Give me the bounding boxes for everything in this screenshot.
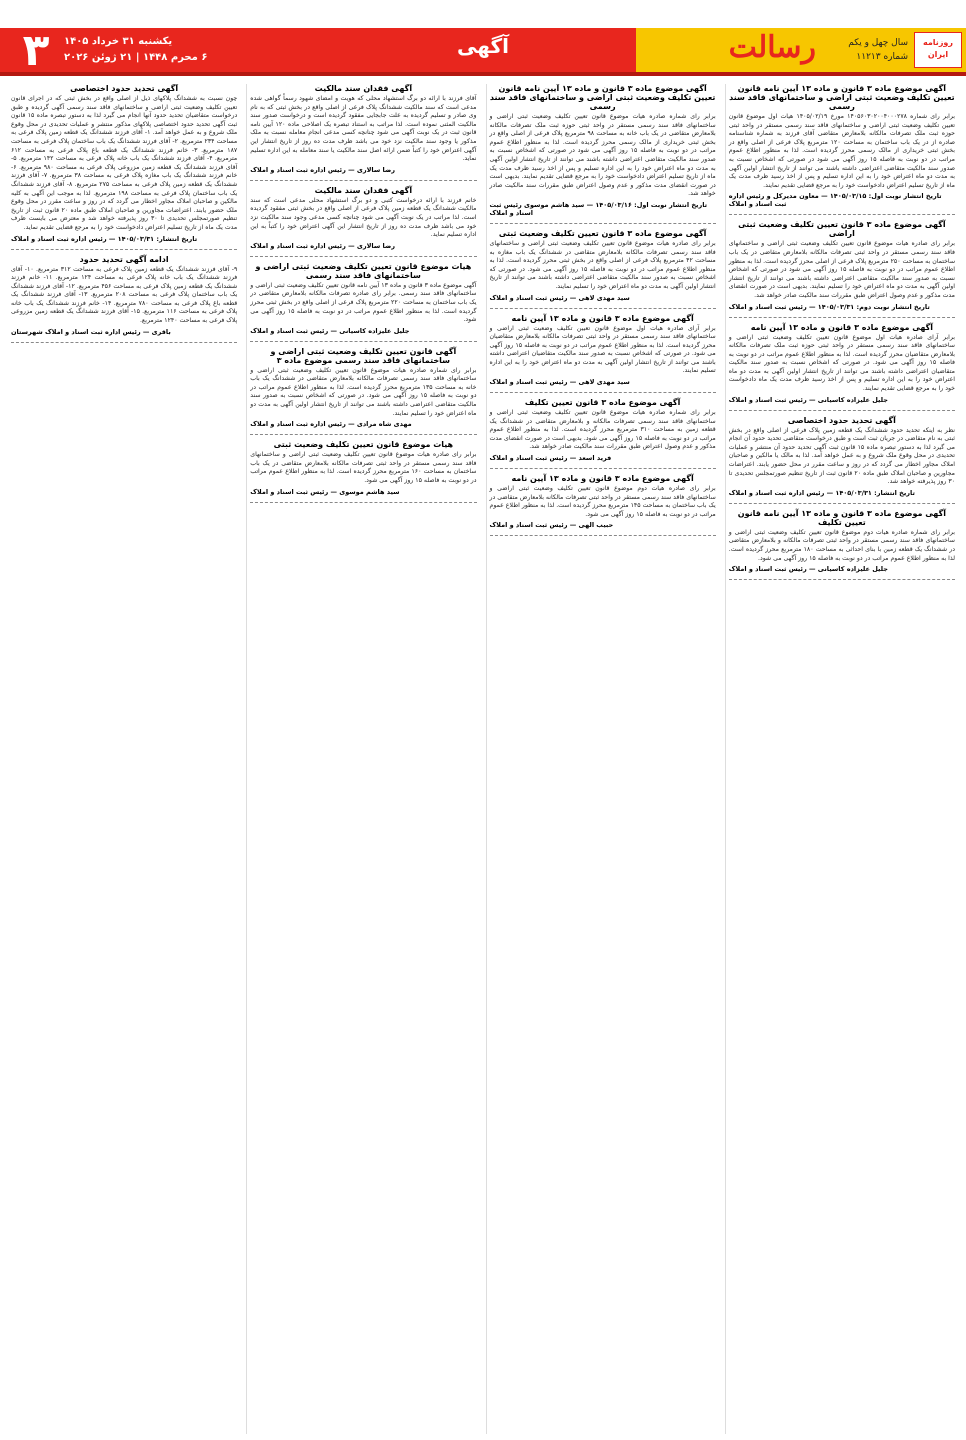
notice-body: نظر به اینکه تحدید حدود ششدانگ یک قطعه زمین پلاک فرعی از اصلی واقع در بخش ثبتی به نام متقاضی در جریان ثبت است و طبق درخواست متقاضی تحدید حدود آن انجام می گیرد لذا به دستور تبصره ماده ۱۵ قانون ثبت آگهی تحدید حدود آن منتشر و عملیات تحدیدی در محل وقوع ملک شروع و به عمل خواهد آمد. لذا به مالک یا مالکین و صاحبان املاک مجاور اخطار می گردد که در روز و ساعت مقرر در محل حضور یابند. اعتراضات مجاورین و صاحبان املاک طبق ماده ۲۰ قانون ثبت از تاریخ تنظیم صورتمجلس تحدیدی تا ۳۰ روز پذیرفته خواهد شد. <box>728 426 955 486</box>
header-strip <box>0 72 966 76</box>
notice <box>250 84 476 174</box>
notice-title: آگهی موضوع ماده ۳ قانون و ماده ۱۳ آیین نامه قانون تعیین تکلیف وضعیت ثبتی اراضی و ساختمانهای فاقد سند رسمی <box>489 84 716 111</box>
notice-title: آگهی موضوع ماده ۳ قانون و ماده ۱۳ آیین نامه قانون تعیین تکلیف <box>737 508 946 527</box>
notice <box>490 229 716 302</box>
notice-divider <box>250 256 476 257</box>
notice-body: برابر رای شماره صادره هیات موضوع قانون تعیین تکلیف وضعیت ثبتی اراضی و ساختمانهای فاقد سند رسمی تصرفات مالکانه و بلامعارض متقاضی در ششدانگ یک قطعه زمین به مساحت ۳۱۰ مترمربع محرز گردیده است. لذا به منظور اطلاع عموم مراتب در دو نوبت به فاصله ۱۵ روز آگهی می شود. بدیهی است در صورت انقضای مدت مذکور و عدم وصول اعتراض طبق مقررات سند مالکیت صادر خواهد شد. <box>489 409 716 451</box>
notice-title: آگهی فقدان سند مالکیت <box>314 185 413 195</box>
notice-signature: تاریخ انتشار نوبت اول: ۱۴۰۵/۰۳/۱۵ — معاون مدیرکل و رئیس اداره ثبت اسناد و املاک <box>728 192 942 209</box>
notice-title: آگهی موضوع ماده ۳ قانون تعیین تکلیف وضعیت ثبتی اراضی <box>738 220 946 239</box>
notice-divider <box>729 579 955 580</box>
notice <box>490 398 716 462</box>
notice-divider <box>250 341 476 342</box>
notice-signature: حبیب الهی — رئیس ثبت اسناد و املاک <box>489 521 614 530</box>
notice-body: برابر رای صادره هیات موضوع قانون تعیین تکلیف وضعیت ثبتی اراضی و ساختمانهای فاقد سند رسمی مستقر در واحد ثبتی تصرفات مالکانه بلامعارض متقاضی در یک باب ساختمان به مساحت ۱۶۰ مترمربع محرز گردیده است. لذا به منظور اطلاع عموم مراتب در دو نوبت به فاصله ۱۵ روز آگهی می شود. <box>250 451 477 485</box>
notice-signature: جلیل علیزاده کاسیانی — رئیس ثبت اسناد و املاک <box>728 565 888 574</box>
notice-columns <box>8 84 958 1434</box>
notice-title: هیات موضوع قانون تعیین تکلیف وضعیت ثبتی <box>273 440 454 450</box>
notice-signature: تاریخ انتشار: ۱۴۰۵/۰۳/۳۱ — رئیس اداره ثبت اسناد و املاک <box>728 488 915 497</box>
notice-divider <box>250 180 476 181</box>
notice-signature: رضا سالاری — رئیس اداره ثبت اسناد و املاک <box>250 165 395 174</box>
notice-signature: رضا سالاری — رئیس اداره ثبت اسناد و املاک <box>250 241 395 250</box>
notice-divider <box>490 535 716 536</box>
notice-divider <box>490 468 716 469</box>
notice <box>729 416 955 497</box>
date-solar: یکشنبه ۳۱ خرداد ۱۴۰۵ <box>64 36 173 47</box>
notice-body: برابر رای شماره صادره هیات موضوع قانون تعیین تکلیف وضعیت ثبتی اراضی و ساختمانهای فاقد سند رسمی مستقر در واحد ثبتی حوزه ثبت ملک تصرفات مالکانه بلامعارض متقاضی در یک باب خانه به مساحت ۹۸ مترمربع پلاک فرعی از اصلی واقع در بخش ثبتی خریداری از مالک رسمی محرز گردیده است. لذا به منظور اطلاع عموم مراتب در دو نوبت به فاصله ۱۵ روز آگهی می شود در صورتی که اشخاص نسبت به صدور سند مالکیت متقاضی اعتراضی داشته باشند می توانند از تاریخ انتشار اولین آگهی به مدت دو ماه اعتراض خود را به این اداره تسلیم و پس از اخذ رسید ظرف مدت یک ماه از تاریخ تسلیم اعتراض دادخواست خود را به مرجع قضایی تقدیم نمایند. بدیهی است در صورت انقضای مدت مذکور و عدم وصول اعتراض طبق مقررات سند مالکیت صادر خواهد شد. <box>489 113 716 198</box>
notice <box>250 262 476 335</box>
notice <box>490 314 716 387</box>
notice-title: هیات موضوع قانون تعیین تکلیف وضعیت ثبتی اراضی و ساختمانهای فاقد سند رسمی <box>255 261 472 280</box>
notice-title: آگهی موضوع ماده ۳ قانون تعیین تکلیف <box>524 398 681 408</box>
notice-title: آگهی فقدان سند مالکیت <box>314 84 413 93</box>
volume-year: سال چهل و یکم <box>848 38 908 48</box>
notice-body: برابر رای شماره صادره هیات دوم موضوع قانون تعیین تکلیف وضعیت ثبتی اراضی و ساختمانهای فاقد سند رسمی مستقر در واحد ثبتی تصرفات مالکانه و بلامعارض متقاضی در ششدانگ یک قطعه زمین با بنای احداثی به مساحت ۱۸۰ مترمربع محرز گردیده است. لذا به منظور اطلاع عموم مراتب در دو نوبت به فاصله ۱۵ روز آگهی می شود. <box>728 528 955 562</box>
brand-tag: روزنامه ایران <box>914 32 962 68</box>
notice-body: برابر رای شماره صادره هیات موضوع قانون تعیین تکلیف وضعیت ثبتی اراضی و ساختمانهای فاقد سند رسمی تصرفات مالکانه بلامعارض متقاضی در ششدانگ یک باب خانه به مساحت ۱۳۵ مترمربع محرز گردیده است. لذا به منظور اطلاع عموم مراتب در دو نوبت به فاصله ۱۵ روز آگهی می شود. در صورتی که اشخاص نسبت به صدور سند مالکیت متقاضی اعتراضی داشته باشند می توانند از تاریخ انتشار اولین آگهی به مدت دو ماه اعتراض خود را تسلیم نمایند. <box>250 366 477 417</box>
notice <box>490 84 716 217</box>
notice-divider <box>250 434 476 435</box>
notice-divider <box>729 317 955 318</box>
notice-body: برابر آرای صادره هیات اول موضوع قانون تعیین تکلیف وضعیت ثبتی اراضی و ساختمانهای فاقد سند رسمی مستقر در واحد ثبتی تصرفات مالکانه بلامعارض متقاضیان محرز گردیده است. لذا به منظور اطلاع عموم مراتب در دو نوبت به فاصله ۱۵ روز آگهی می شود. در صورتی که اشخاص نسبت به صدور سند مالکیت متقاضیان اعتراضی داشته باشند می توانند از تاریخ انتشار اولین آگهی به مدت دو ماه اعتراض خود را به این اداره تسلیم نمایند. <box>489 324 716 375</box>
notice-title: آگهی موضوع ماده ۳ قانون و ماده ۱۳ آیین نامه قانون تعیین تکلیف وضعیت ثبتی اراضی و ساختمانهای فاقد سند رسمی <box>729 84 955 111</box>
notice-signature: تاریخ انتشار نوبت دوم: ۱۴۰۵/۰۳/۳۱ — رئیس ثبت اسناد و املاک <box>728 302 930 311</box>
notice-signature: فرید اسعد — رئیس ثبت اسناد و املاک <box>489 454 612 463</box>
notice-body: برابر رای صادره هیات دوم موضوع قانون تعیین تکلیف وضعیت ثبتی اراضی و ساختمانهای فاقد سند رسمی مستقر در واحد ثبتی تصرفات مالکانه بلامعارض متقاضی در یک باب ساختمان به مساحت ۱۴۵ مترمربع محرز گردیده است. لذا به منظور اطلاع عموم مراتب در دو نوبت به فاصله ۱۵ روز آگهی می شود. <box>489 485 716 518</box>
notice-divider <box>729 214 955 215</box>
notice-title: آگهی موضوع ماده ۳ قانون و ماده ۱۳ آیین نامه <box>511 474 694 484</box>
notice <box>490 474 716 529</box>
notice-divider <box>11 249 237 250</box>
notice-signature: تاریخ انتشار نوبت اول: ۱۴۰۵/۰۳/۱۶ — سید هاشم موسوی رئیس ثبت اسناد و املاک <box>489 200 708 217</box>
date-lunar-gregorian: ۶ محرم ۱۴۴۸ | ۲۱ ژوئن ۲۰۲۶ <box>64 52 208 63</box>
notice-signature: جلیل علیزاده کاسیانی — رئیس ثبت اسناد و املاک <box>728 395 888 404</box>
notice-signature: تاریخ انتشار: ۱۴۰۵/۰۳/۳۱ — رئیس اداره ثبت اسناد و املاک <box>11 234 198 243</box>
notice-title: آگهی تحدید حدود اختصاصی <box>787 415 896 425</box>
notice-divider <box>729 410 955 411</box>
notice-signature: سید مهدی لاهی — رئیس ثبت اسناد و املاک <box>489 378 630 387</box>
notice <box>729 323 955 404</box>
brand-block <box>636 28 966 72</box>
section-title: آگهی <box>457 34 509 58</box>
notice-signature: سید هاشم موسوی — رئیس ثبت اسناد و املاک <box>250 487 400 496</box>
notice <box>250 440 476 495</box>
notice <box>729 509 955 573</box>
notice-column <box>486 84 719 1434</box>
notice-body: برابر رای صادره هیات موضوع قانون تعیین تکلیف وضعیت ثبتی اراضی و ساختمانهای فاقد سند رسمی تصرفات مالکانه بلامعارض متقاضی در ششدانگ یک باب مغازه به مساحت ۴۲ مترمربع پلاک فرعی از اصلی واقع در بخش ثبتی محرز گردیده است. لذا به منظور اطلاع عموم مراتب در دو نوبت به فاصله ۱۵ روز آگهی می شود. در صورتی که اشخاص نسبت به صدور سند مالکیت متقاضی اعتراضی داشته باشند می توانند از تاریخ انتشار اولین آگهی به مدت دو ماه اعتراض خود را تسلیم نمایند. <box>489 239 716 290</box>
notice-signature: باقری — رئیس اداره ثبت اسناد و املاک شهرستان <box>11 327 171 336</box>
notice-column <box>725 84 958 1434</box>
notice-title: آگهی قانون تعیین تکلیف وضعیت ثبتی اراضی و ساختمانهای فاقد سند رسمی موضوع ماده ۳ <box>270 346 457 365</box>
page-number: ۳ <box>22 25 50 76</box>
notice-body: آگهی موضوع ماده ۳ قانون و ماده ۱۳ آیین نامه قانون تعیین تکلیف وضعیت ثبتی اراضی و ساختمانهای فاقد سند رسمی. برابر رای صادره تصرفات مالکانه بلامعارض متقاضی در یک باب ساختمان به مساحت ۲۲۰ مترمربع پلاک فرعی از اصلی واقع در بخش ثبتی محرز گردیده است. لذا به منظور اطلاع عموم مراتب در دو نوبت به فاصله ۱۵ روز آگهی می شود. <box>250 281 477 324</box>
notice-title: آگهی موضوع ماده ۳ قانون تعیین تکلیف وضعیت ثبتی <box>498 228 707 238</box>
notice-body: ۹- آقای فرزند ششدانگ یک قطعه زمین پلاک فرعی به مساحت ۳۱۲ مترمربع. ۱۰- آقای فرزند ششدانگ یک باب خانه پلاک فرعی به مساحت ۱۲۴ مترمربع. ۱۱- خانم فرزند ششدانگ یک قطعه زمین پلاک فرعی به مساحت ۴۵۶ مترمربع. ۱۲- آقای فرزند ششدانگ یک باب ساختمان پلاک فرعی به مساحت ۲۰۸ مترمربع. ۱۳- آقای فرزند ششدانگ یک قطعه باغ پلاک فرعی به مساحت ۷۸۰ مترمربع. ۱۴- خانم فرزند ششدانگ یک باب خانه پلاک فرعی به مساحت ۱۱۶ مترمربع. ۱۵- آقای فرزند ششدانگ یک قطعه زمین مزروعی پلاک فرعی به مساحت ۱۲۴۰ مترمربع. <box>11 265 238 325</box>
notice-body: خانم فرزند با ارائه درخواست کتبی و دو برگ استشهاد محلی مدعی است که سند مالکیت ششدانگ یک قطعه زمین پلاک فرعی از اصلی واقع در بخش ثبتی مفقود گردیده است. لذا مراتب در یک نوبت آگهی می شود چنانچه کسی مدعی وجود سند مالکیت نزد خود می باشد ظرف مدت ده روز از تاریخ انتشار این آگهی اعتراض خود را کتباً به این اداره تسلیم نماید. <box>250 196 477 239</box>
notice-body: چون نسبت به ششدانگ پلاکهای ذیل از اصلی واقع در بخش ثبتی که در اجرای قانون تعیین تکلیف وضعیت ثبتی اراضی و ساختمانهای فاقد سند رسمی آگهی گردیده و طبق درخواست متقاضیان تحدید حدود آنها انجام می گیرد لذا به دستور تبصره ماده ۱۵ قانون ثبت آگهی تحدید حدود اختصاصی پلاکهای مذکور منتشر و عملیات تحدیدی در محل وقوع ملک شروع و به عمل خواهد آمد. ۱- آقای فرزند ششدانگ یک قطعه زمین پلاک فرعی به مساحت ۲۳۴ مترمربع. ۲- آقای فرزند ششدانگ یک باب ساختمان پلاک فرعی به مساحت ۱۸۷ مترمربع. ۳- خانم فرزند ششدانگ یک قطعه باغ پلاک فرعی به مساحت ۶۱۲ مترمربع. ۴- آقای فرزند ششدانگ یک باب خانه پلاک فرعی به مساحت ۱۴۲ مترمربع. ۵- آقای فرزند ششدانگ یک قطعه زمین مزروعی پلاک فرعی به مساحت ۹۸۰ مترمربع. ۶- خانم فرزند ششدانگ یک باب مغازه پلاک فرعی به مساحت ۳۸ مترمربع. ۷- آقای فرزند ششدانگ یک قطعه زمین پلاک فرعی به مساحت ۲۷۵ مترمربع. ۸- آقای فرزند ششدانگ یک باب ساختمان پلاک فرعی به مساحت ۱۹۸ مترمربع. لذا به موجب این آگهی به کلیه مالکین و صاحبان املاک مجاور اخطار می گردد که در روز و ساعت مقرر در محل وقوع ملک حضور یابند. اعتراضات مجاورین و صاحبان املاک طبق ماده ۲۰ قانون ثبت از تاریخ تنظیم صورتمجلس تحدیدی تا ۳۰ روز پذیرفته خواهد شد و معترض می بایست ظرف مدت یک ماه از تاریخ تسلیم اعتراض دادخواست خود را به مرجع قضایی تقدیم نماید. <box>11 95 238 231</box>
notice-title: ادامه آگهی تحدید حدود <box>79 254 169 264</box>
notice <box>729 220 955 310</box>
notice-divider <box>490 392 716 393</box>
notice-body: برابر رای صادره هیات موضوع قانون تعیین تکلیف وضعیت ثبتی اراضی و ساختمانهای فاقد سند رسمی مستقر در واحد ثبتی تصرفات مالکانه بلامعارض متقاضی در یک باب ساختمان به مساحت ۲۵۰ مترمربع پلاک فرعی از اصلی محرز گردیده است. لذا به منظور اطلاع عموم مراتب در دو نوبت به فاصله ۱۵ روز آگهی می شود در صورتی که اشخاص نسبت به صدور سند مالکیت متقاضی اعتراضی داشته باشند می توانند از تاریخ انتشار اولین آگهی به مدت دو ماه اعتراض خود را تسلیم نمایند. بدیهی است در صورت انقضای مدت مذکور و عدم وصول اعتراض طبق مقررات سند مالکیت صادر خواهد شد. <box>728 240 955 299</box>
notice-divider <box>490 223 716 224</box>
newspaper-logo: رسالت <box>728 30 816 65</box>
notice <box>250 347 476 429</box>
notice <box>11 255 237 336</box>
notice-signature: مهدی شاه مرادی — رئیس اداره ثبت اسناد و املاک <box>250 420 412 429</box>
notice <box>11 84 237 243</box>
notice-body: برابر آرای صادره هیات اول موضوع قانون تعیین تکلیف وضعیت ثبتی اراضی و ساختمانهای فاقد سند رسمی مستقر در واحد ثبتی حوزه ثبت ملک تصرفات مالکانه بلامعارض متقاضیان محرز گردیده است. لذا به منظور اطلاع عموم مراتب در دو نوبت به فاصله ۱۵ روز آگهی می شود. در صورتی که اشخاص نسبت به صدور سند مالکیت متقاضیان اعتراضی داشته باشند می توانند از تاریخ انتشار اولین آگهی به مدت دو ماه اعتراض خود را به این اداره تسلیم و پس از اخذ رسید ظرف مدت یک ماه دادخواست خود را به مرجع قضایی تقدیم نمایند. <box>728 333 955 393</box>
notice-divider <box>729 503 955 504</box>
notice-title: آگهی موضوع ماده ۳ قانون و ماده ۱۳ آیین نامه <box>511 313 694 323</box>
notice-body: برابر رای شماره ۱۴۰۵۶۰۳۰۲۰۰۴۰۰۰۲۷۸ مورخ ۱۴۰۵/۰۲/۱۹ هیات اول موضوع قانون تعیین تکلیف وضعیت ثبتی اراضی و ساختمانهای فاقد سند رسمی مستقر در واحد ثبتی حوزه ثبت ملک تصرفات مالکانه بلامعارض متقاضی آقای فرزند به شماره شناسنامه صادره از در یک باب ساختمان به مساحت ۱۲۰ مترمربع پلاک فرعی از اصلی واقع در بخش ثبتی خریداری از مالک رسمی محرز گردیده است. لذا به منظور اطلاع عموم مراتب در دو نوبت به فاصله ۱۵ روز آگهی می شود در صورتی که اشخاص نسبت به صدور سند مالکیت متقاضی اعتراضی داشته باشند می توانند از تاریخ انتشار اولین آگهی به مدت دو ماه اعتراض خود را به این اداره تسلیم و پس از اخذ رسید ظرف مدت یک ماه از تاریخ تسلیم اعتراض دادخواست خود را به مرجع قضایی تقدیم نمایند. <box>728 113 955 189</box>
notice-divider <box>490 308 716 309</box>
notice-title: آگهی موضوع ماده ۳ قانون و ماده ۱۳ آیین نامه <box>750 322 934 332</box>
notice-title: آگهی تحدید حدود اختصاصی <box>70 84 179 93</box>
notice-divider <box>250 502 476 503</box>
notice-column <box>246 84 479 1434</box>
issue-number: شماره ۱۱۲۱۳ <box>856 52 908 62</box>
notice-body: آقای فرزند با ارائه دو برگ استشهاد محلی که هویت و امضای شهود رسماً گواهی شده مدعی است که سند مالکیت ششدانگ پلاک فرعی از اصلی واقع در بخش ثبتی که به نام وی صادر و تسلیم گردیده به علت جابجایی مفقود گردیده است و درخواست صدور سند مالکیت المثنی نموده است. لذا مراتب به استناد تبصره یک اصلاحی ماده ۱۲۰ آیین نامه قانون ثبت در یک نوبت آگهی می شود چنانچه کسی مدعی انجام معامله نسبت به ملک مذکور یا وجود سند مالکیت نزد خود می باشد ظرف مدت ده روز از تاریخ انتشار این آگهی اعتراض خود را کتباً ضمن ارائه اصل سند مالکیت یا سند معامله به این اداره تسلیم نماید. <box>250 95 477 163</box>
notice-column <box>8 84 240 1434</box>
notice <box>729 84 955 208</box>
notice-divider <box>11 342 237 343</box>
notice-signature: جلیل علیزاده کاسیانی — رئیس ثبت اسناد و املاک <box>250 326 410 335</box>
notice <box>250 186 476 250</box>
notice-signature: سید مهدی لاهی — رئیس ثبت اسناد و املاک <box>489 293 630 302</box>
